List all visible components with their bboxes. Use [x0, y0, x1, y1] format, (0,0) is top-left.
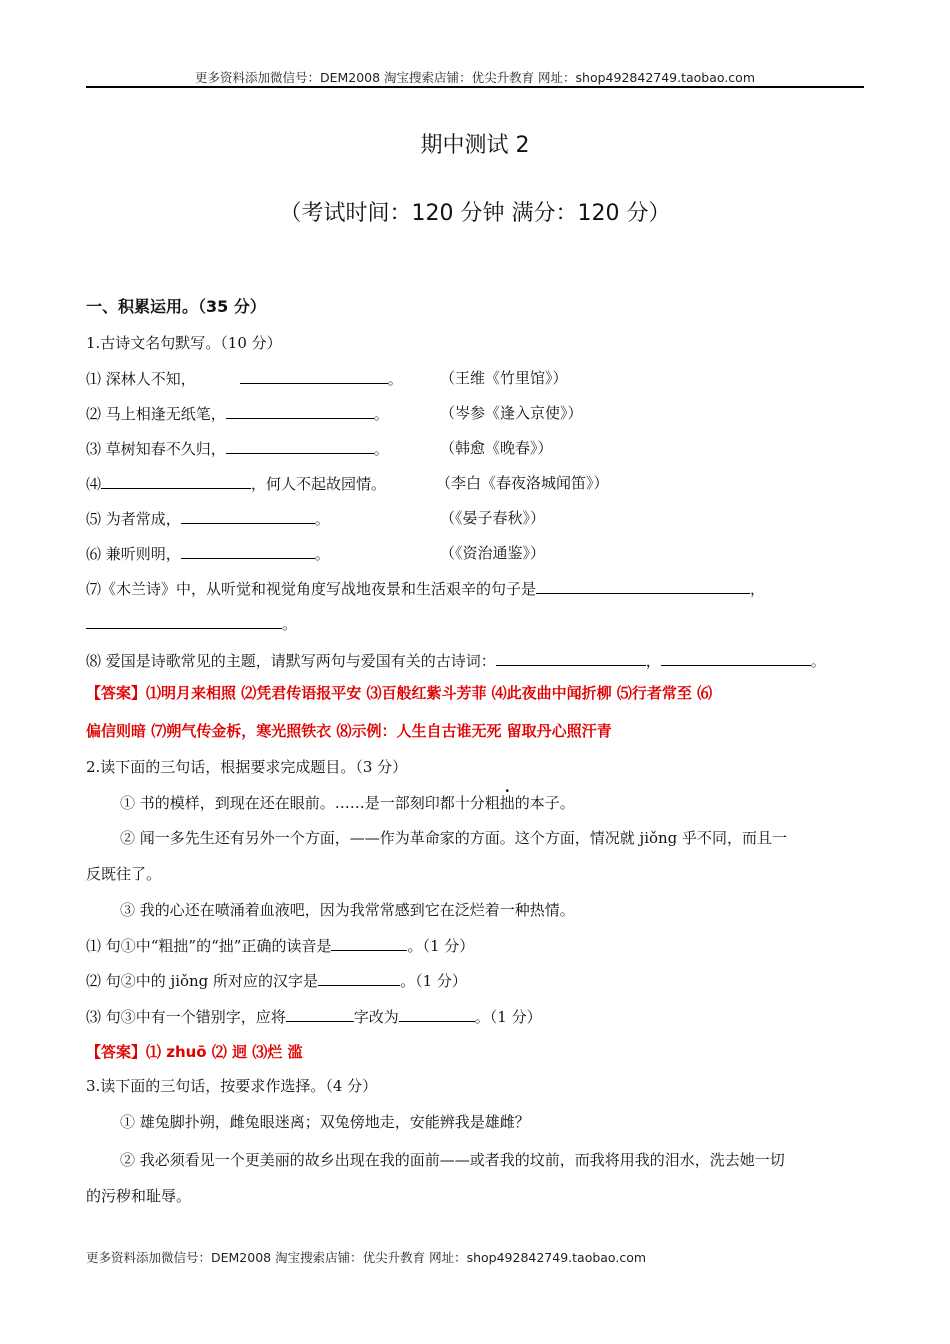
answer-blank — [240, 368, 388, 384]
q1-stem: 1.古诗文名句默写。（10 分） — [86, 334, 282, 352]
q1-item-5: ⑸ 为者常成， 。 （《晏子春秋》） — [86, 509, 546, 528]
q2-sentence-1: ① 书的模样，到现在还在眼前。……是一部刻印都十分粗拙的本子。 — [120, 794, 575, 812]
answer-blank — [226, 438, 374, 454]
q1-item-1: ⑴ 深林人不知， 。 （王维《竹里馆》） — [86, 369, 568, 388]
q3-stem: 3.读下面的三句话，按要求作选择。（4 分） — [86, 1077, 378, 1095]
answer-blank — [101, 473, 251, 489]
page-footer: 更多资料添加微信号：DEM2008 淘宝搜索店铺：优尖升教育 网址：shop492842749.taobao.com — [86, 1250, 647, 1265]
answer-blank — [318, 970, 400, 986]
answer-blank — [399, 1006, 475, 1022]
answer-blank — [536, 578, 750, 594]
q1-item-7: ⑺《木兰诗》中，从听觉和视觉角度写战地夜景和生活艰辛的句子是 ， — [86, 580, 766, 598]
q3-sentence-2: ② 我必须看见一个更美丽的故乡出现在我的面前——或者我的坟前，而我将用我的泪水，洗去她一切 — [120, 1151, 785, 1169]
q2-sentence-3: ③ 我的心还在喷涌着血液吧，因为我常常感到它在泛烂着一种热情。 — [120, 901, 575, 919]
q2-sentence-2-cont: 反既往了。 — [86, 865, 162, 883]
q3-sentence-2-cont: 的污秽和耻辱。 — [86, 1187, 192, 1205]
answer-blank — [226, 403, 374, 419]
answer-blank — [86, 613, 282, 629]
answer-blank — [661, 650, 811, 666]
page-title: 期中测试 2 — [420, 133, 530, 158]
q2-sub-2: ⑵ 句②中的 jiǒng 所对应的汉字是 。（1 分） — [86, 972, 467, 990]
emphasis-dot-char: 拙 — [499, 794, 515, 812]
q1-item-6: ⑹ 兼听则明， 。 （《资治通鉴》） — [86, 544, 546, 563]
header-rule — [86, 86, 864, 88]
q2-stem: 2.读下面的三句话，根据要求完成题目。（3 分） — [86, 758, 408, 776]
page-header: 更多资料添加微信号：DEM2008 淘宝搜索店铺：优尖升教育 网址：shop492842749.taobao.com — [194, 70, 756, 85]
q2-sentence-2: ② 闻一多先生还有另外一个方面，——作为革命家的方面。这个方面，情况就 jiǒng 乎不同，而且一 — [120, 829, 788, 847]
q3-sentence-1: ① 雄兔脚扑朔，雌兔眼迷离；双兔傍地走，安能辨我是雄雌？ — [120, 1113, 530, 1131]
section-heading: 一、积累运用。（35 分） — [86, 297, 266, 316]
q1-item-8: ⑻ 爱国是诗歌常见的主题，请默写两句与爱国有关的古诗词： ， 。 — [86, 652, 826, 670]
q1-item-3: ⑶ 草树知春不久归， 。 （韩愈《晚春》） — [86, 439, 553, 458]
q2-answer: 【答案】⑴ zhuō ⑵ 迥 ⑶烂 滥 — [86, 1043, 303, 1061]
answer-blank — [331, 935, 407, 951]
q2-sub-3: ⑶ 句③中有一个错别字，应将 字改为 。（1 分） — [86, 1008, 542, 1026]
q1-item-7-cont: 。 — [86, 613, 297, 634]
answer-blank — [496, 650, 646, 666]
q1-answer: 【答案】⑴明月来相照 ⑵凭君传语报平安 ⑶百般红紫斗芳菲 ⑷此夜曲中闻折柳 ⑸行者常至 ⑹ — [86, 684, 713, 702]
answer-blank — [181, 543, 315, 559]
answer-blank — [286, 1006, 354, 1022]
answer-blank — [181, 508, 315, 524]
exam-info: （考试时间：120 分钟 满分：120 分） — [279, 201, 671, 226]
q1-item-2: ⑵ 马上相逢无纸笔， 。 （岑参《逢入京使》） — [86, 404, 583, 423]
q1-answer-cont: 偏信则暗 ⑺朔气传金柝，寒光照铁衣 ⑻示例：人生自古谁无死 留取丹心照汗青 — [86, 722, 612, 740]
q2-sub-1: ⑴ 句①中“粗拙”的“拙”正确的读音是 。（1 分） — [86, 937, 475, 955]
q1-item-4: ⑷ ，何人不起故园情。 （李白《春夜洛城闻笛》） — [86, 474, 609, 493]
